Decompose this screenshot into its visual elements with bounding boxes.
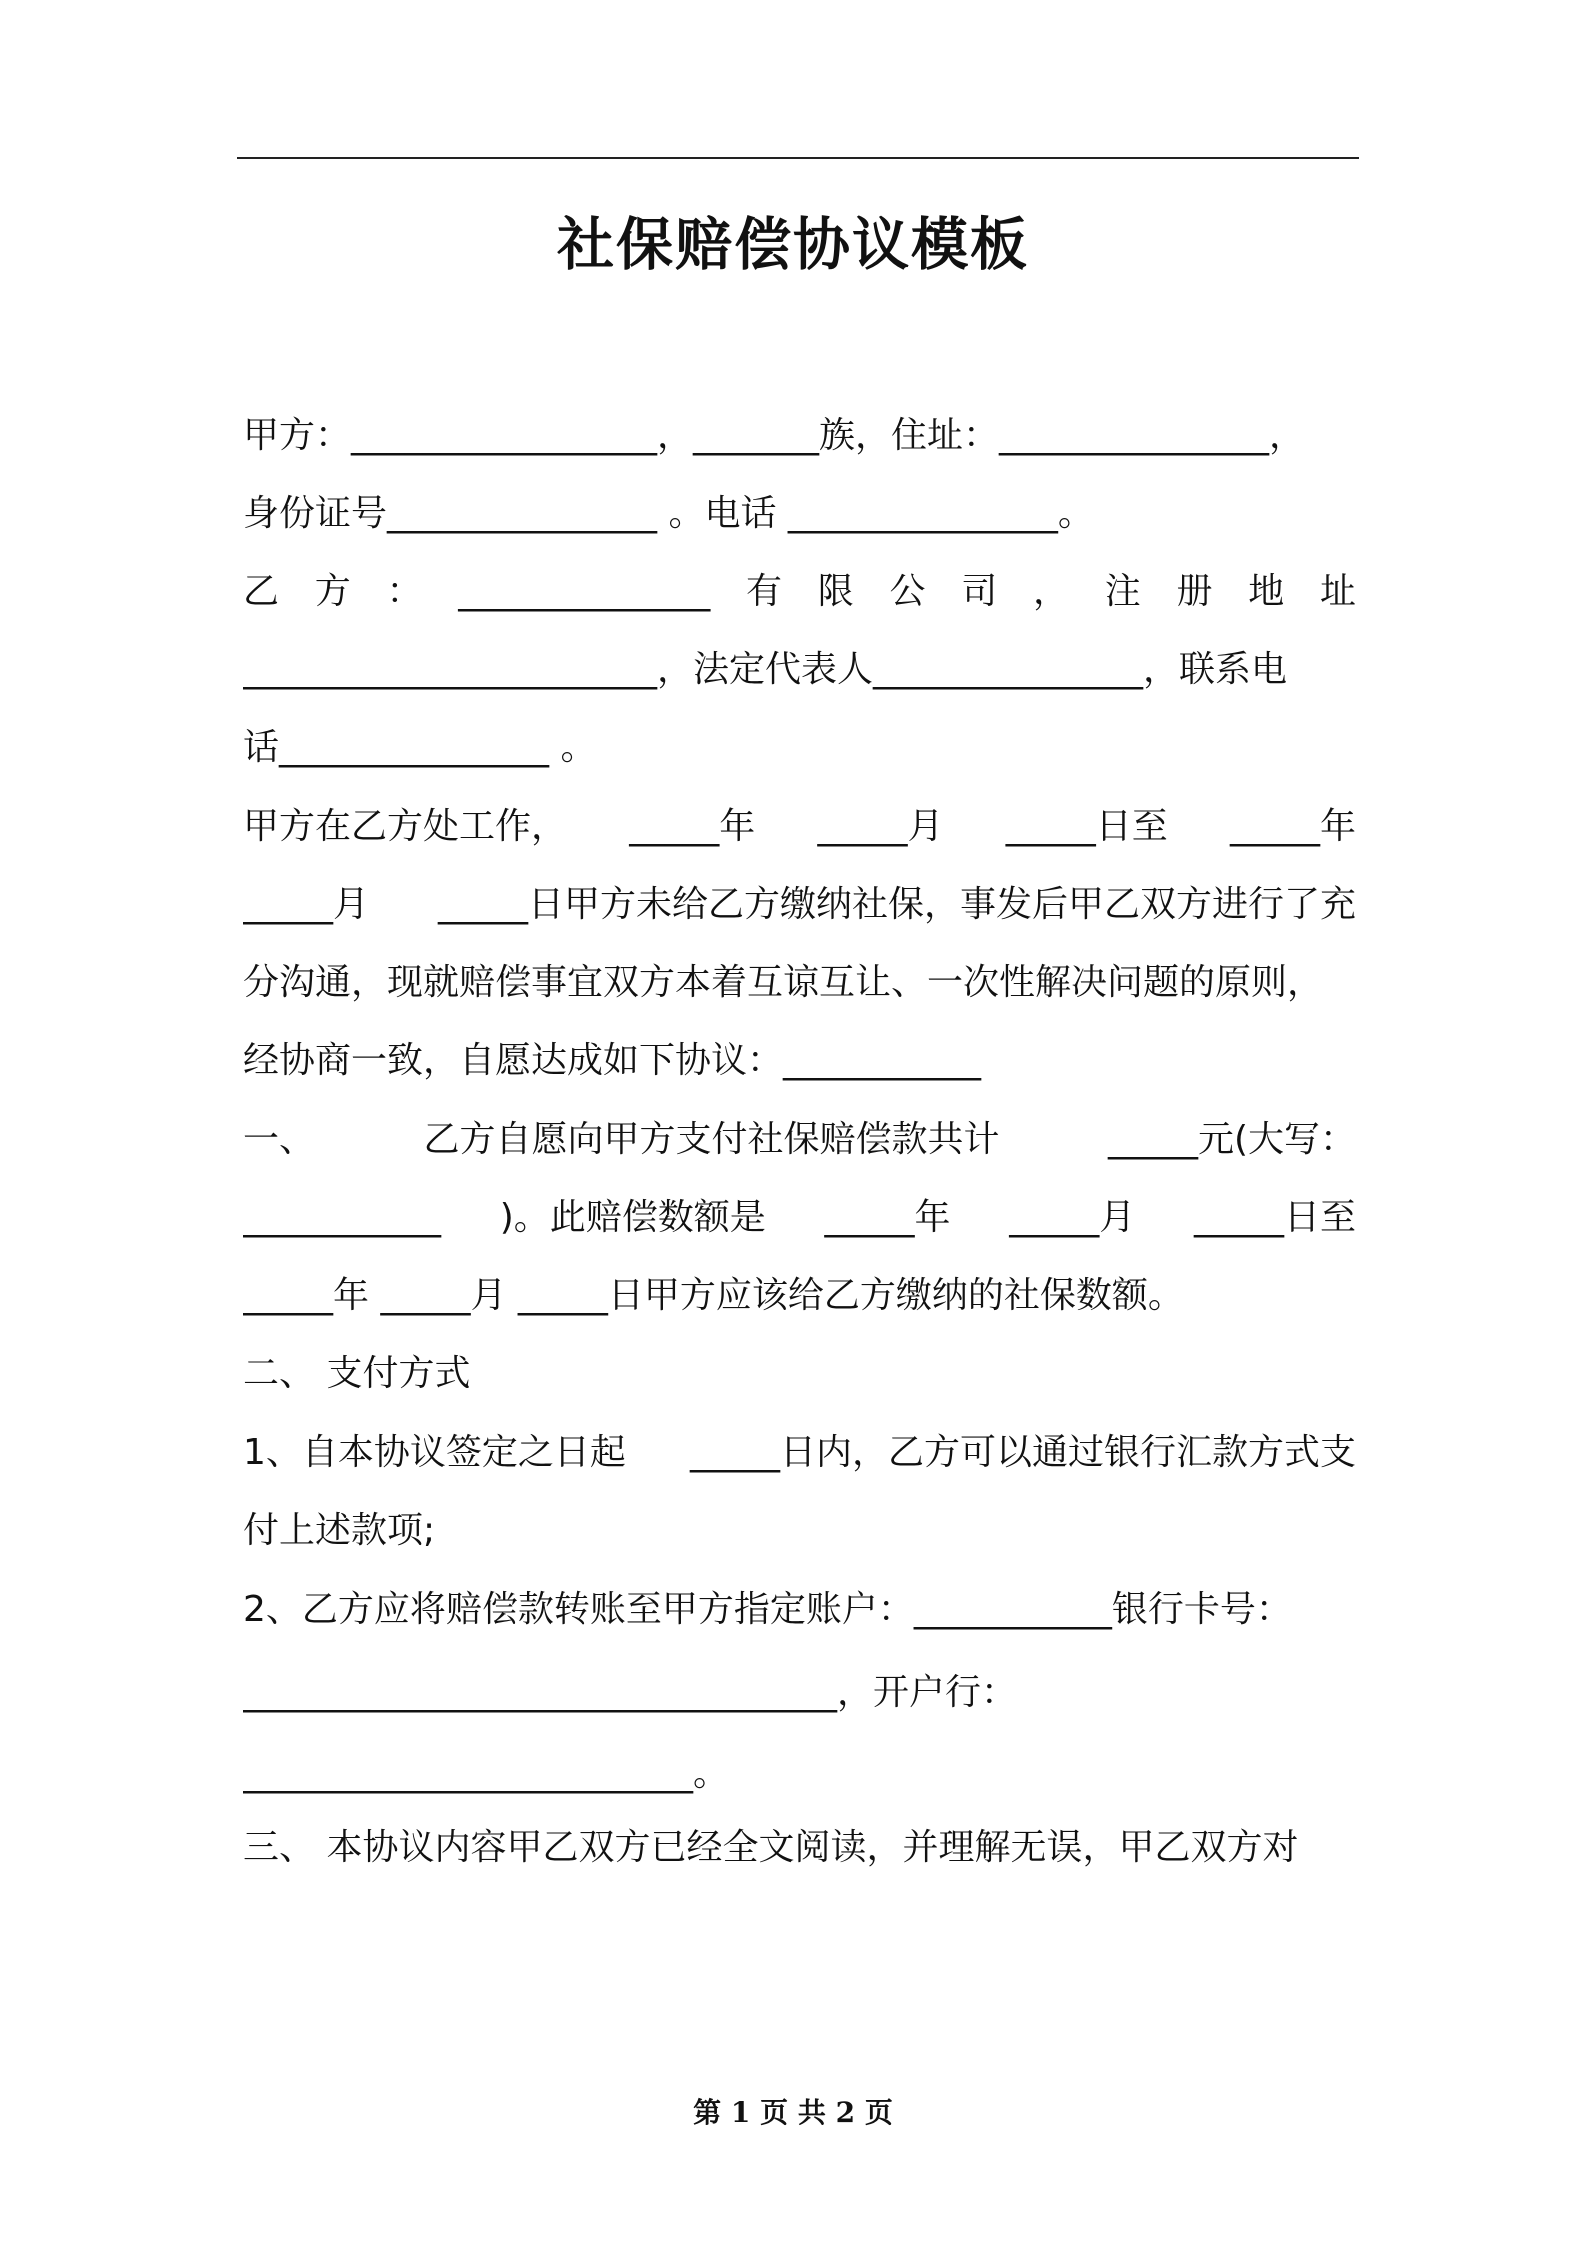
page-footer: 第 1 页 共 2 页 [693, 2096, 893, 2129]
body-line [243, 1188, 1356, 1248]
body-line [243, 1423, 1356, 1483]
header-rule [237, 157, 1359, 159]
body-line-segment: ______________ [458, 571, 711, 612]
body-line-segment: 乙 [243, 571, 280, 612]
body-line-segment: _____月 [243, 884, 370, 925]
body-line-segment: 注 [1104, 571, 1141, 612]
body-line-segment: _____月 [1009, 1197, 1136, 1238]
body-line-segment: )。此赔偿数额是 [499, 1197, 766, 1238]
body-line: 经协商一致，自愿达成如下协议：___________ [243, 1040, 982, 1081]
body-line-segment: ： [386, 571, 423, 612]
body-line: _____年 _____月 _____日甲方应该给乙方缴纳的社保数额。 [243, 1275, 1184, 1316]
body-line-segment: 1、自本协议签定之日起 [243, 1432, 626, 1473]
document-title: 社保赔偿协议模板 [557, 212, 1029, 278]
body-line: 二、 支付方式 [243, 1353, 471, 1394]
body-line-segment: 公 [889, 571, 926, 612]
body-line-segment: 司 [961, 571, 998, 612]
body-line-segment: _____日内，乙方可以通过银行汇款方式支 [689, 1432, 1356, 1473]
body-line-segment: 甲方在乙方处工作， [243, 806, 568, 847]
body-line-segment: _____月 [817, 806, 944, 847]
body-line: 话_______________ 。 [243, 727, 597, 768]
body-line [243, 797, 1356, 857]
body-line-segment: 方 [314, 571, 351, 612]
body-line [243, 875, 1356, 935]
body-line: 甲方：_________________，_______族，住址：_______________， [243, 415, 1306, 456]
body-line-segment: 有 [745, 571, 782, 612]
body-line-segment: 2、乙方应将赔偿款转账至甲方指定账户：___________银行卡号： [243, 1589, 1292, 1630]
body-line-segment: 址 [1319, 571, 1356, 612]
body-line: 付上述款项; [243, 1510, 436, 1551]
body-line-segment: _____元(大写： [1107, 1119, 1356, 1160]
body-line-segment: 地 [1248, 571, 1285, 612]
body-line [243, 953, 1356, 1013]
body-line [243, 1110, 1356, 1170]
body-line [243, 640, 1356, 700]
body-line-segment: _______________________，法定代表人_______________，联系电 [243, 649, 1288, 690]
body-line: _________________________。 [243, 1753, 729, 1794]
body-line-segment: 一、 [243, 1119, 316, 1160]
body-line-segment: 乙方自愿向甲方支付社保赔偿款共计 [423, 1119, 1000, 1160]
body-line-segment: 分沟通，现就赔偿事宜双方本着互谅互让、一次性解决问题的原则， [243, 962, 1324, 1003]
body-line-segment: _____日甲方未给乙方缴纳社保，事发后甲乙双方进行了充 [437, 884, 1356, 925]
body-line-segment: 册 [1176, 571, 1213, 612]
body-line-segment: _____年 [1229, 806, 1356, 847]
body-line: 身份证号_______________ 。电话 _______________。 [243, 493, 1094, 534]
body-line-segment: ___________ [243, 1197, 441, 1238]
body-line [243, 1580, 1356, 1640]
body-line-segment: _____日至 [1193, 1197, 1356, 1238]
body-line: 三、 本协议内容甲乙双方已经全文阅读，并理解无误，甲乙双方对 [243, 1827, 1299, 1868]
body-line-segment: _____日至 [1005, 806, 1168, 847]
body-line-segment: _____年 [629, 806, 756, 847]
body-line-segment: _____年 [824, 1197, 951, 1238]
body-line: _________________________________，开户行： [243, 1672, 1018, 1713]
body-line-segment: ， [1032, 571, 1069, 612]
body-line [243, 562, 1356, 622]
body-line-segment: 限 [817, 571, 854, 612]
